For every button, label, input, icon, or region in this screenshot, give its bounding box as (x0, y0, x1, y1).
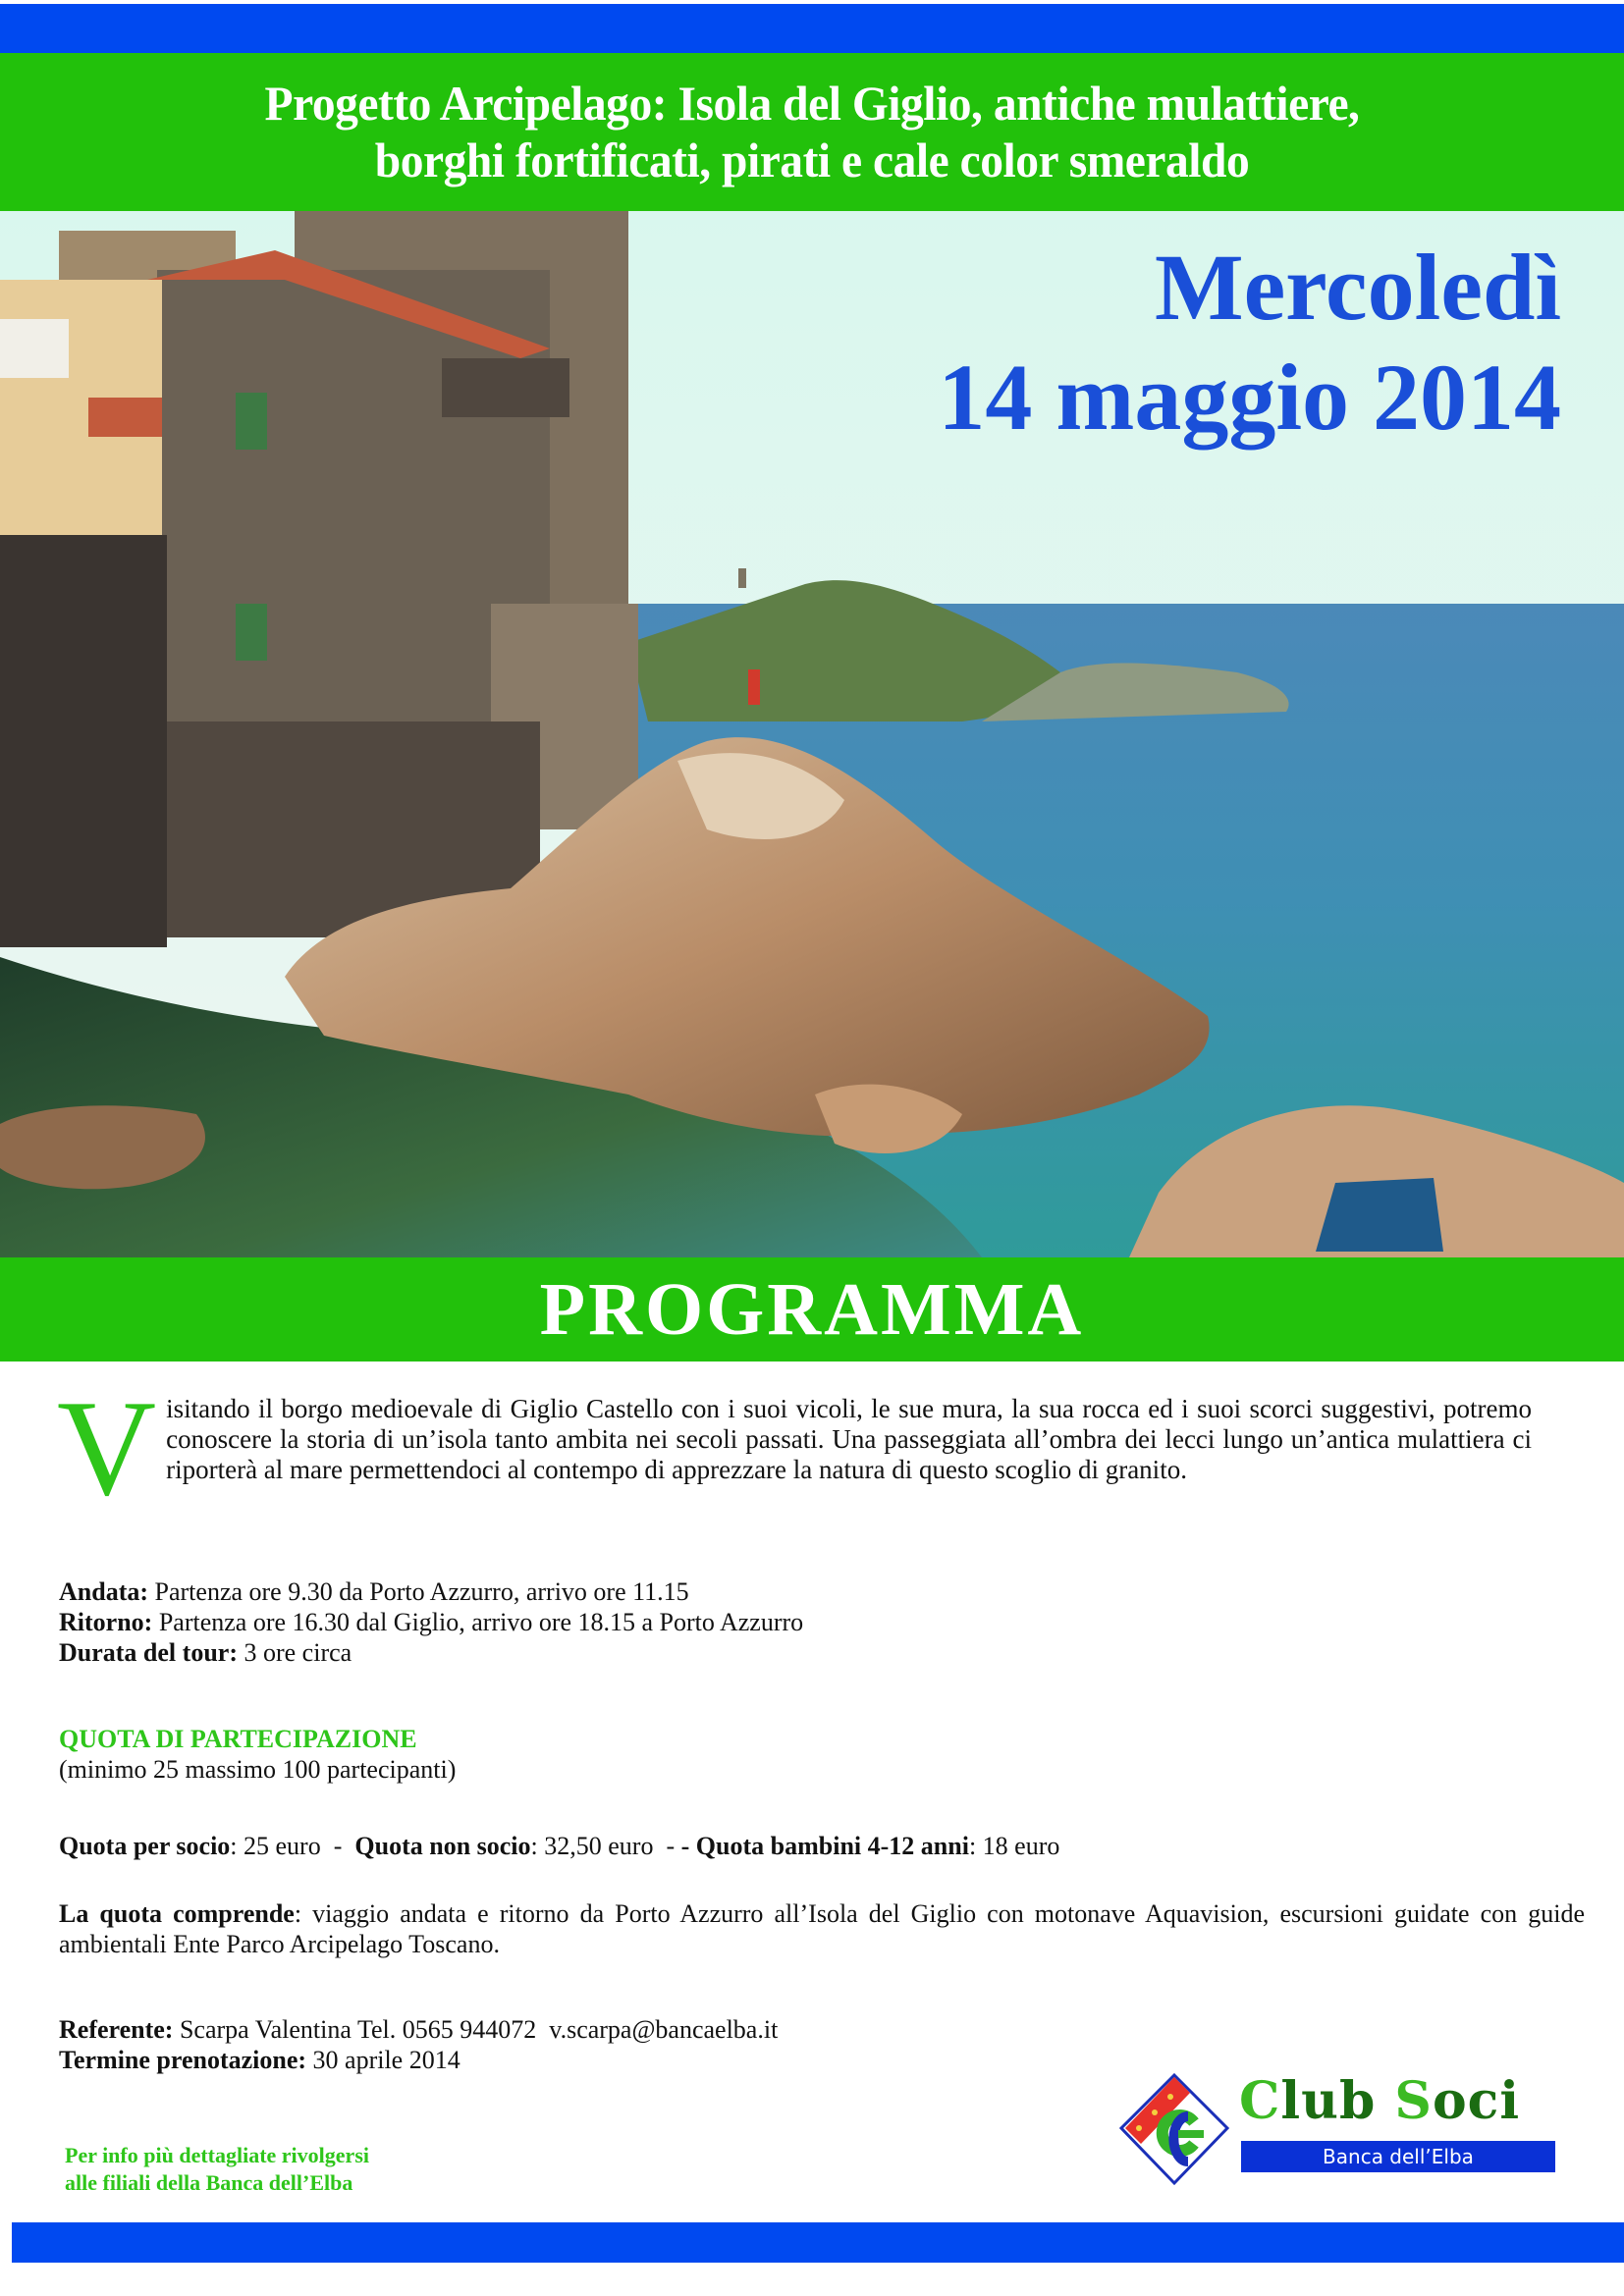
contact-block (59, 2014, 778, 2075)
termine-row: Termine prenotazione: 30 aprile 2014 (59, 2046, 460, 2074)
intro-paragraph (57, 1372, 1532, 1524)
schedule-row-ritorno: Ritorno: Partenza ore 16.30 dal Giglio, arrivo ore 18.15 a Porto Azzurro (59, 1608, 804, 1636)
quota-includes (59, 1898, 1585, 1959)
includes-text: : viaggio andata e ritorno da Porto Azzurro all’Isola del Giglio con motonave Aquavision, escursioni guidate con guide ambientali Ente Parco Arcipelago Toscano. (59, 1899, 1585, 1958)
top-blue-bar (0, 4, 1624, 53)
schedule-row-durata: Durata del tour: 3 ore circa (59, 1638, 352, 1667)
club-soci-wordmark: Club Soci (1239, 2071, 1521, 2131)
includes-label: La quota comprende (59, 1899, 295, 1928)
dropcap-letter: V (57, 1372, 157, 1524)
intro-text: isitando il borgo medioevale di Giglio Castello con i suoi vicoli, le sue mura, la sua rocca ed i suoi scorci suggestivi, potremo conoscere la storia di un’isola tanto ambita nei secoli passati. Una passeggiata all’ombra dei lecci lungo un’antica mulattiera ci riporterà al mare permettendoci al contempo di apprezzare la natura di questo scoglio di granito. (166, 1394, 1532, 1484)
info-note: Per info più dettagliate rivolgersi alle filiali della Banca dell’Elba (65, 2143, 369, 2195)
programma-banner (0, 1257, 1624, 1362)
event-weekday: Mercoledì (1154, 235, 1561, 340)
schedule-row-andata: Andata: Partenza ore 9.30 da Porto Azzurro, arrivo ore 11.15 (59, 1577, 689, 1606)
price-value-non-socio: : 32,50 euro - (530, 1832, 681, 1860)
club-soci-emblem-icon (1117, 2071, 1231, 2187)
price-row (59, 1831, 1059, 1861)
price-value-socio: : 25 euro - (230, 1832, 355, 1860)
event-date: 14 maggio 2014 (938, 345, 1561, 450)
price-label-socio: Quota per socio (59, 1832, 231, 1860)
quota-heading: QUOTA DI PARTECIPAZIONE (59, 1725, 417, 1753)
quota-block (59, 1724, 456, 1785)
quota-participants: (minimo 25 massimo 100 partecipanti) (59, 1755, 457, 1784)
title-line-2: borghi fortificati, pirati e cale color smeraldo (374, 133, 1250, 187)
schedule-block (59, 1576, 803, 1668)
price-value-bambini: : 18 euro (968, 1832, 1060, 1860)
bottom-blue-bar (12, 2222, 1624, 2263)
price-label-bambini: - Quota bambini 4-12 anni (680, 1832, 969, 1860)
referente-value[interactable]: Scarpa Valentina Tel. 0565 944072 v.scarpa@bancaelba.it (173, 2015, 779, 2044)
price-label-non-socio: Quota non socio (354, 1832, 531, 1860)
section-title: PROGRAMMA (539, 1268, 1085, 1351)
title-line-1: Progetto Arcipelago: Isola del Giglio, antiche mulattiere, (264, 76, 1360, 131)
bank-name-band: Banca dell’Elba (1241, 2141, 1555, 2172)
referente-row: Referente: Scarpa Valentina Tel. 0565 944072 v.scarpa@bancaelba.it (59, 2015, 779, 2044)
title-banner (0, 53, 1624, 211)
